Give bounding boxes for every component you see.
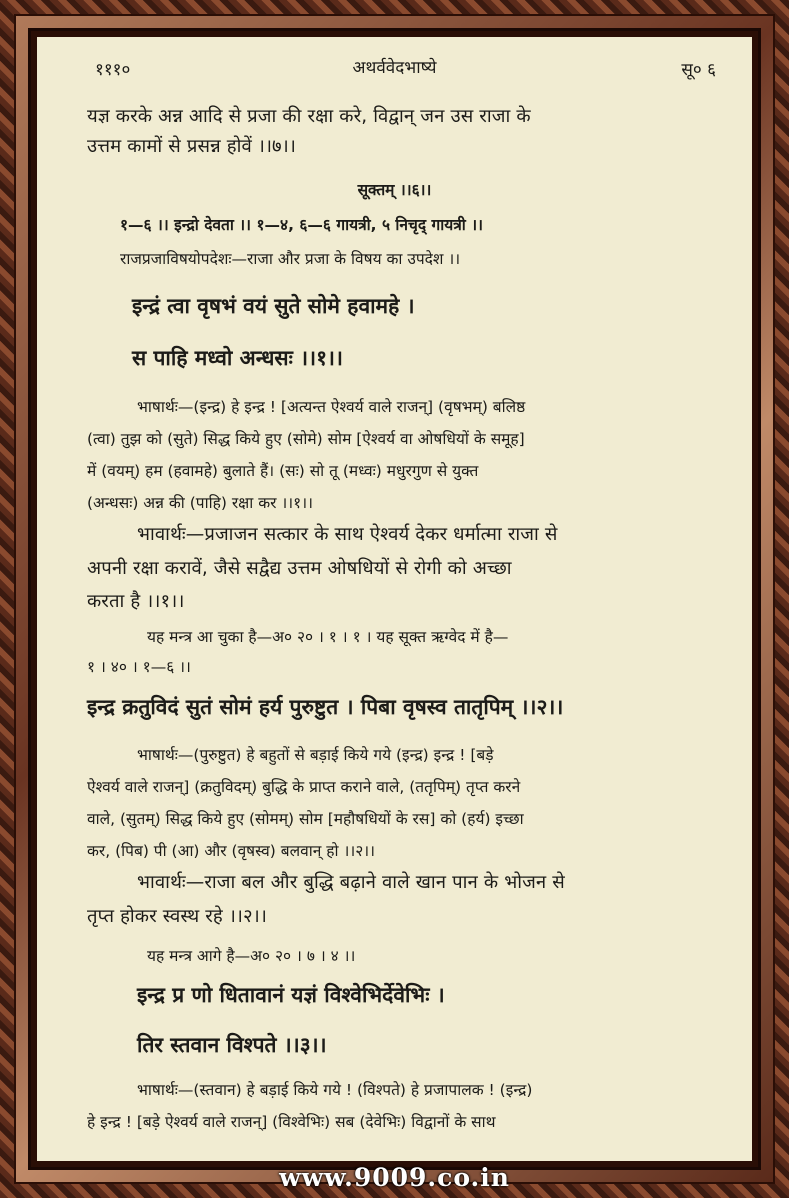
mantra-line: तिर स्तवान विश्पते ।।३।। bbox=[137, 1033, 327, 1057]
text-line: ऐश्वर्य वाले राजन्] (क्रतुविदम्) बुद्धि के प्राप्त कराने वाले, (ततृपिम्) तृप्त करने bbox=[87, 778, 521, 796]
text-line: यज्ञ करके अन्न आदि से प्रजा की रक्षा करे, विद्वान् जन उस राजा के bbox=[87, 106, 531, 127]
reference-line: १ । ४० । १—६ ।। bbox=[87, 658, 191, 676]
mantra-line: इन्द्रं त्वा वृषभं वयं सुते सोमे हवामहे । bbox=[132, 294, 415, 318]
text-line: अपनी रक्षा करावें, जैसे सद्वैद्य उत्तम ओषधियों से रोगी को अच्छा bbox=[87, 558, 512, 579]
text-line: करता है ।।१।। bbox=[87, 591, 185, 612]
text-line: (अन्धसः) अन्न की (पाहि) रक्षा कर ।।१।। bbox=[87, 494, 313, 512]
reference-line: यह मन्त्र आगे है—अ० २० । ७ । ४ ।। bbox=[147, 947, 356, 965]
document-page bbox=[37, 37, 752, 1161]
text-line: भाषार्थः—(स्तवान) हे बड़ाई किये गये ! (विश्पते) हे प्रजापालक ! (इन्द्र) bbox=[137, 1081, 533, 1099]
page-title: अथर्ववेदभाष्ये bbox=[352, 58, 437, 78]
deity-metre-line: १—६ ।। इन्द्रो देवता ।। १—४, ६—६ गायत्री, ५ निचृद् गायत्री ।। bbox=[120, 216, 483, 234]
text-line: भाषार्थः—(इन्द्र) हे इन्द्र ! [अत्यन्त ऐश्वर्य वाले राजन्] (वृषभम्) बलिष्ठ bbox=[137, 398, 526, 416]
text-line: भावार्थः—प्रजाजन सत्कार के साथ ऐश्वर्य देकर धर्मात्मा राजा से bbox=[137, 524, 558, 545]
text-line: हे इन्द्र ! [बड़े ऐश्वर्य वाले राजन्] (विश्वेभिः) सब (देवेभिः) विद्वानों के साथ bbox=[87, 1113, 496, 1131]
mantra-line: स पाहि मध्वो अन्धसः ।।१।। bbox=[132, 346, 343, 370]
reference-line: यह मन्त्र आ चुका है—अ० २० । १ । १ । यह सूक्त ऋग्वेद में है— bbox=[147, 628, 509, 646]
text-line: वाले, (सुतम्) सिद्ध किये हुए (सोमम्) सोम [महौषधियों के रस] को (हर्य) इच्छा bbox=[87, 810, 524, 828]
sukta-heading: सूक्तम् ।।६।। bbox=[357, 181, 432, 199]
mantra-line: इन्द्र क्रतुविदं सुतं सोमं हर्य पुरुष्टुत । पिबा वृषस्व तातृपिम् ।।२।। bbox=[87, 695, 564, 719]
text-line: में (वयम्) हम (हवामहे) बुलाते हैं। (सः) सो तू (मध्वः) मधुरगुण से युक्त bbox=[87, 462, 479, 480]
topic-line: राजप्रजाविषयोपदेशः—राजा और प्रजा के विषय का उपदेश ।। bbox=[120, 250, 461, 268]
text-line: कर, (पिब) पी (आ) और (वृषस्व) बलवान् हो ।।२।। bbox=[87, 842, 376, 860]
text-line: उत्तम कामों से प्रसन्न होवें ।।७।। bbox=[87, 136, 296, 157]
text-line: (त्वा) तुझ को (सुते) सिद्ध किये हुए (सोमे) सोम [ऐश्वर्य वा ओषधियों के समूह] bbox=[87, 430, 525, 448]
text-line: भाषार्थः—(पुरुष्टुत) हे बहुतों से बड़ाई किये गये (इन्द्र) इन्द्र ! [बड़े bbox=[137, 746, 494, 764]
mantra-line: इन्द्र प्र णो धितावानं यज्ञं विश्वेभिर्देवेभिः । bbox=[137, 983, 445, 1007]
section-label: सू० ६ bbox=[681, 60, 716, 80]
watermark: www.9009.co.in bbox=[279, 1163, 510, 1192]
page-number: १११० bbox=[95, 60, 131, 80]
text-line: तृप्त होकर स्वस्थ रहे ।।२।। bbox=[87, 906, 267, 927]
text-line: भावार्थः—राजा बल और बुद्धि बढ़ाने वाले खान पान के भोजन से bbox=[137, 872, 565, 893]
